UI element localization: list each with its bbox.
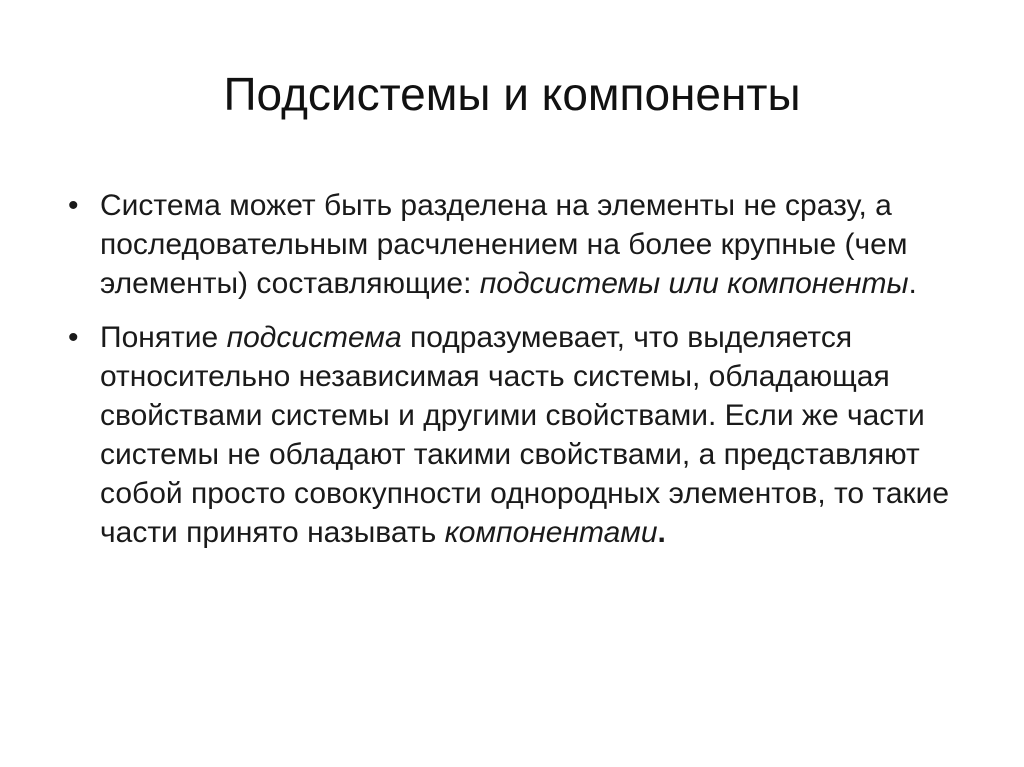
bullet-marker: • (68, 189, 79, 222)
bullet-text-middle: подразумевает, что выделяется относительно независимая часть системы, обладающая свойствами системы и другими свойствами. Если же части системы не обладают такими свойствами, а представляют собой просто совокупности однородных элементов, то такие части принято называть (100, 321, 950, 549)
italic-term-components: компонентами (444, 516, 658, 549)
bold-period: . (657, 516, 666, 549)
slide-title: Подсистемы и компоненты (223, 68, 801, 120)
bullet-text: Понятие (100, 321, 227, 354)
bullet-marker: • (68, 321, 79, 354)
italic-term-subsystems-or-components: подсистемы или компоненты (479, 267, 909, 300)
italic-term-subsystem: подсистема (226, 321, 402, 354)
bullet-item-subsystem-concept (68, 318, 968, 552)
bullet-list (68, 186, 968, 552)
bullet-item-subsystems-definition (68, 186, 968, 303)
bullet-text-end: . (908, 267, 917, 300)
bullet-text: Система может быть разделена на элементы не сразу, а последовательным расчленением на более крупные (чем элементы) составляющие: (100, 189, 908, 300)
